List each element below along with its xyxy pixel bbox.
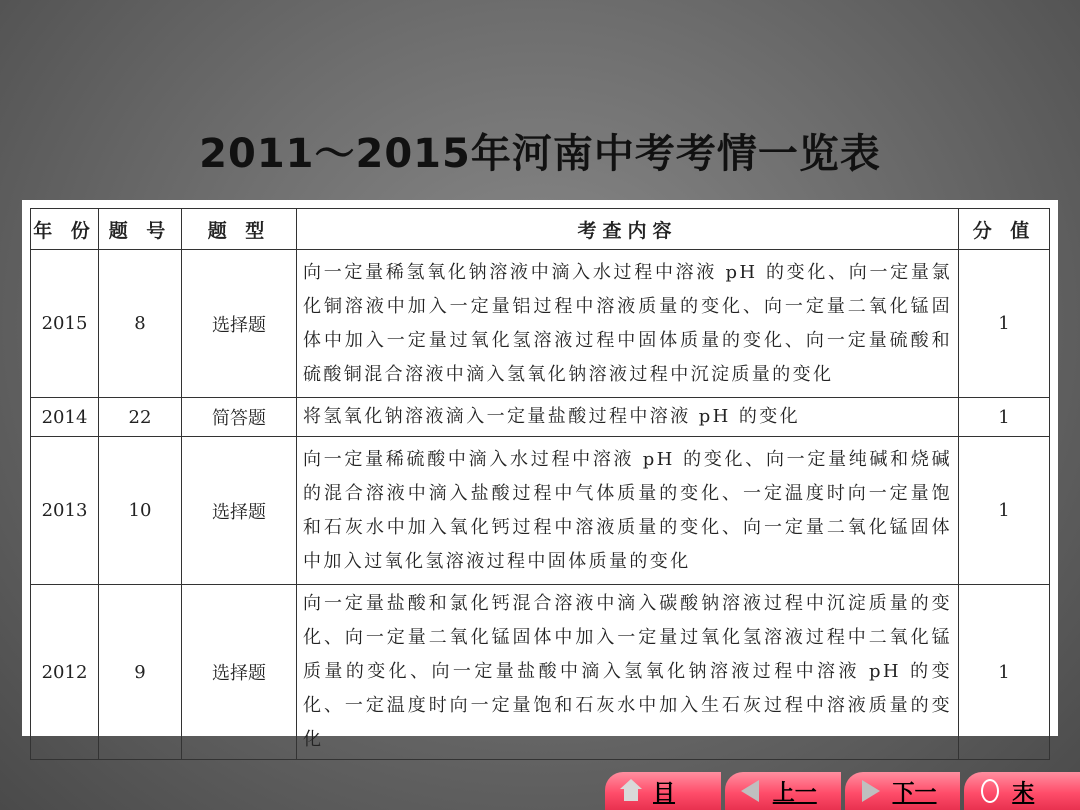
home-icon <box>619 779 643 803</box>
cell-score: 1 <box>959 437 1050 585</box>
next-button[interactable] <box>845 772 961 810</box>
table-header-row <box>31 209 1050 250</box>
cell-score: 1 <box>959 250 1050 398</box>
home-label: 目 <box>653 780 676 806</box>
header-content: 考查内容 <box>297 209 959 250</box>
cell-type: 选择题 <box>182 250 297 398</box>
prev-button[interactable] <box>725 772 841 810</box>
end-circle-icon <box>978 779 1002 803</box>
exam-table-card <box>22 200 1058 750</box>
cell-content: 将氢氧化钠溶液滴入一定量盐酸过程中溶液 pH 的变化 <box>297 398 959 437</box>
cell-year: 2014 <box>31 398 99 437</box>
exam-table <box>30 208 1050 760</box>
end-label: 末 <box>1012 780 1035 806</box>
cell-year: 2013 <box>31 437 99 585</box>
cell-content: 向一定量稀硫酸中滴入水过程中溶液 pH 的变化、向一定量纯碱和烧碱的混合溶液中滴入盐酸过程中气体质量的变化、一定温度时向一定量饱和石灰水中加入氧化钙过程中溶液质量的变化、向一定量二氧化锰固体中加入过氧化氢溶液过程中固体质量的变化 <box>297 437 959 585</box>
cell-year: 2012 <box>31 585 99 760</box>
next-label: 下一 <box>892 780 937 806</box>
cell-type: 选择题 <box>182 585 297 760</box>
cell-number: 9 <box>99 585 182 760</box>
home-button[interactable] <box>605 772 721 810</box>
header-year: 年 份 <box>31 209 99 250</box>
cell-type: 简答题 <box>182 398 297 437</box>
cell-score: 1 <box>959 398 1050 437</box>
table-row <box>31 585 1050 760</box>
cell-number: 10 <box>99 437 182 585</box>
table-row <box>31 437 1050 585</box>
prev-arrow-icon <box>739 779 763 803</box>
header-score: 分 值 <box>959 209 1050 250</box>
slide-navigation <box>605 772 1080 810</box>
cell-content: 向一定量盐酸和氯化钙混合溶液中滴入碳酸钠溶液过程中沉淀质量的变化、向一定量二氧化锰固体中加入一定量过氧化氢溶液过程中二氧化锰质量的变化、向一定量盐酸中滴入氢氧化钠溶液过程中溶液 pH 的变化、一定温度时向一定量饱和石灰水中加入生石灰过程中溶液质量的变化 <box>297 585 959 760</box>
cell-number: 22 <box>99 398 182 437</box>
next-arrow-icon <box>859 779 883 803</box>
table-row <box>31 398 1050 437</box>
prev-label: 上一 <box>772 780 817 806</box>
end-button[interactable] <box>964 772 1080 810</box>
cell-year: 2015 <box>31 250 99 398</box>
page-title: 2011～2015年河南中考考情一览表 <box>199 131 881 177</box>
cell-content: 向一定量稀氢氧化钠溶液中滴入水过程中溶液 pH 的变化、向一定量氯化铜溶液中加入一定量铝过程中溶液质量的变化、向一定量二氧化锰固体中加入一定量过氧化氢溶液过程中固体质量的变化、向一定量硫酸和硫酸铜混合溶液中滴入氢氧化钠溶液过程中沉淀质量的变化 <box>297 250 959 398</box>
cell-type: 选择题 <box>182 437 297 585</box>
cell-number: 8 <box>99 250 182 398</box>
header-number: 题 号 <box>99 209 182 250</box>
table-row <box>31 250 1050 398</box>
header-type: 题 型 <box>182 209 297 250</box>
cell-score: 1 <box>959 585 1050 760</box>
